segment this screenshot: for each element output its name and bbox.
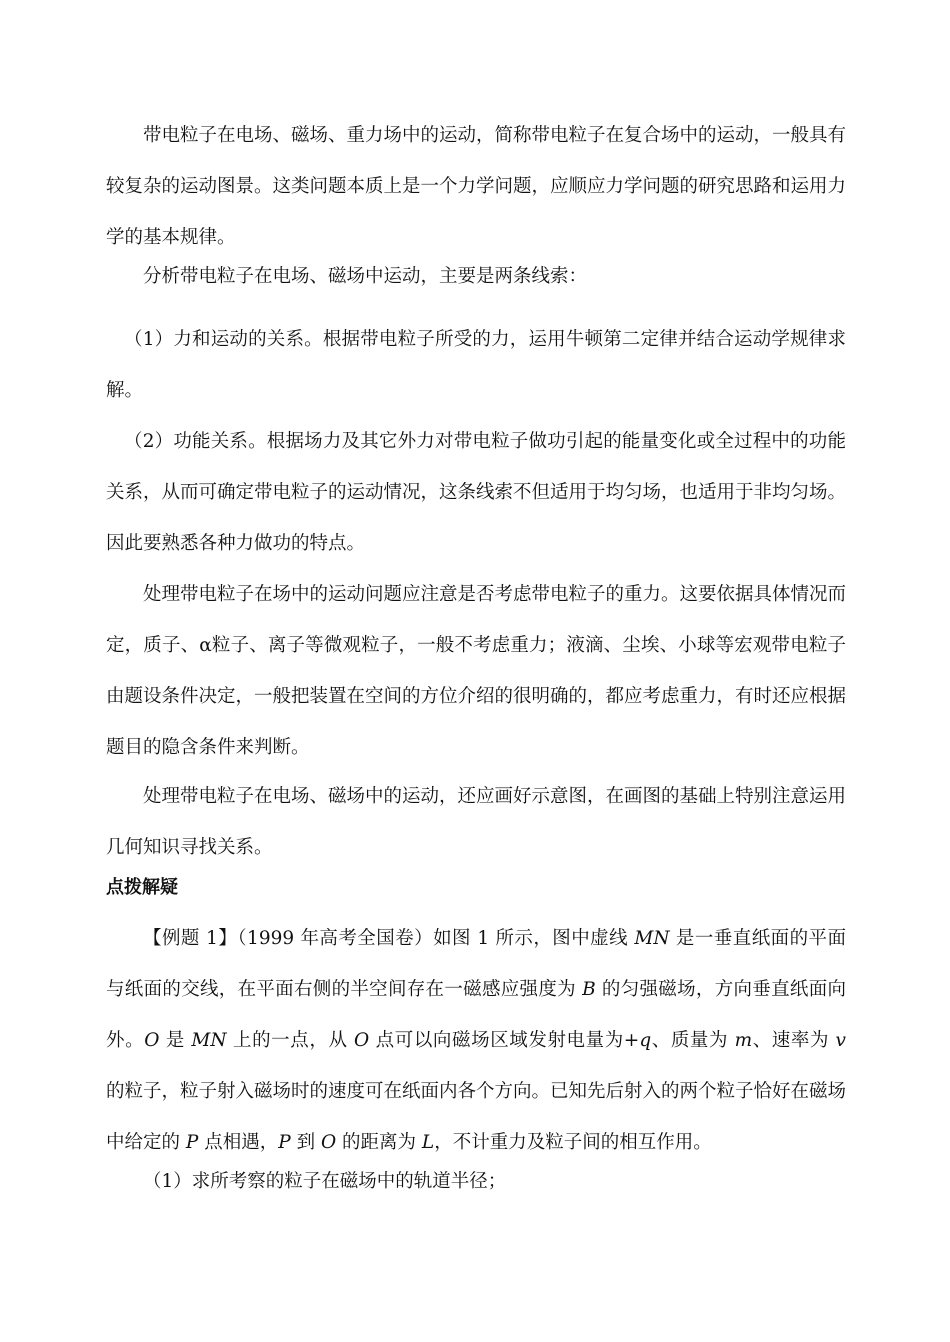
intro-paragraph: 带电粒子在电场、磁场、重力场中的运动，简称带电粒子在复合场中的运动，一般具有较复杂的运动图景。这类问题本质上是一个力学问题，应顺应力学问题的研究思路和运用力学的基本规律。 bbox=[106, 125, 847, 248]
analysis-paragraph: 分析带电粒子在电场、磁场中运动，主要是两条线索： bbox=[143, 266, 588, 287]
question-1: （1）求所考察的粒子在磁场中的轨道半径； bbox=[143, 1171, 507, 1192]
gravity-paragraph: 处理带电粒子在场中的运动问题应注意是否考虑带电粒子的重力。这要依据具体情况而定，质子、α粒子、离子等微观粒子，一般不考虑重力；液滴、尘埃、小球等宏观带电粒子由题设条件决定，一般把装置在空间的方位介绍的很明确的，都应考虑重力，有时还应根据题目的隐含条件来判断。 bbox=[106, 584, 847, 758]
example-1-paragraph: 【例题 1】（1999 年高考全国卷）如图 1 所示，图中虚线 MN 是一垂直纸面的平面与纸面的交线，在平面右侧的半空间存在一磁感应强度为 B 的匀强磁场，方向垂直纸面向外。O 是 MN 上的一点，从 O 点可以向磁场区域发射电量为+q、质量为 m、速率为 v 的粒子，粒子射入磁场时的速度可在纸面内各个方向。已知先后射入的两个粒子恰好在磁场中给定的 P 点相遇，P 到 O 的距离为 L，不计重力及粒子间的相互作用。 bbox=[106, 928, 847, 1153]
diagram-advice-paragraph: 处理带电粒子在电场、磁场中的运动，还应画好示意图，在画图的基础上特别注意运用几何知识寻找关系。 bbox=[106, 786, 847, 858]
clue-1-paragraph: （1）力和运动的关系。根据带电粒子所受的力，运用牛顿第二定律并结合运动学规律求解。 bbox=[106, 329, 846, 401]
clue-2-paragraph: （2）功能关系。根据场力及其它外力对带电粒子做功引起的能量变化或全过程中的功能关系，从而可确定带电粒子的运动情况，这条线索不但适用于均匀场，也适用于非均匀场。因此要熟悉各种力做功的特点。 bbox=[106, 431, 847, 554]
section-heading: 点拨解疑 bbox=[106, 877, 178, 898]
